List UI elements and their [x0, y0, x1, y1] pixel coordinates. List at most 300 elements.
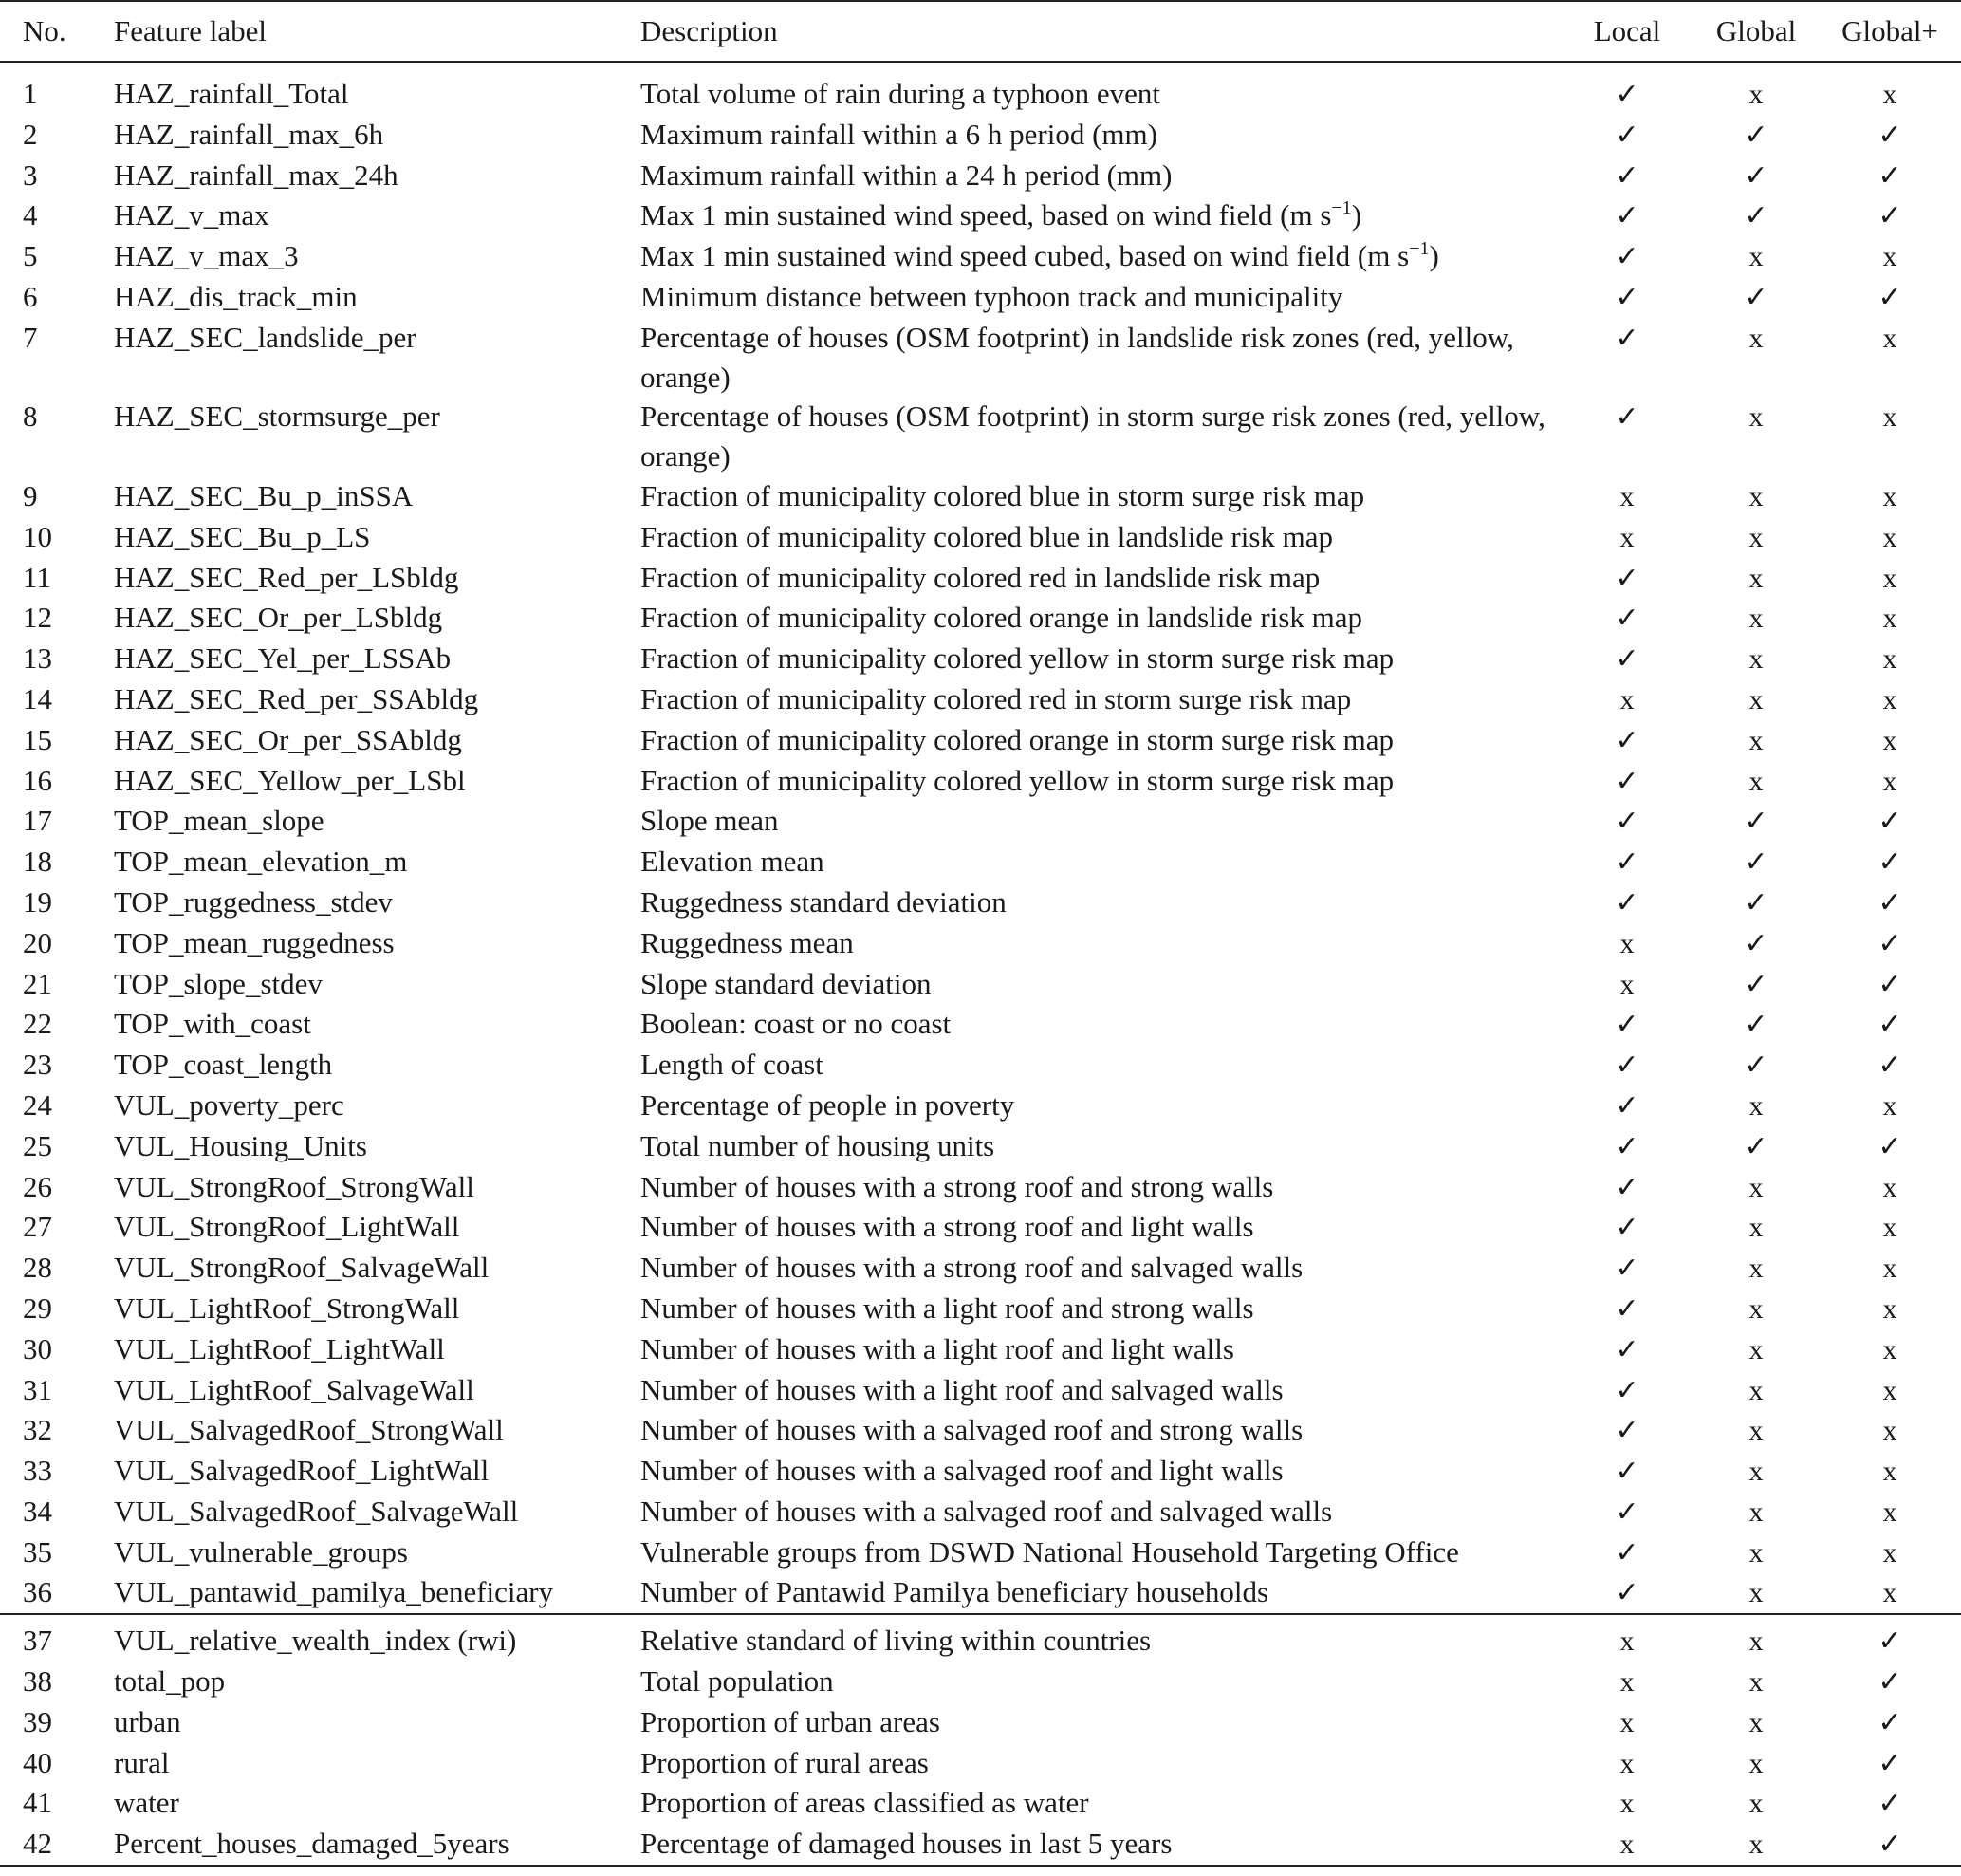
feature-label-cell: TOP_coast_length	[114, 1048, 333, 1082]
check-mark-icon	[1561, 1289, 1693, 1329]
x-mark-icon	[1561, 517, 1693, 558]
row-number: 12	[23, 601, 52, 635]
x-mark-icon	[1819, 558, 1961, 599]
description-text: Fraction of municipality colored orange in storm surge risk map	[640, 722, 1395, 756]
check-mark-icon	[1819, 1045, 1961, 1086]
row-number: 20	[23, 925, 52, 959]
global-plus-mark: ✓	[1878, 1705, 1902, 1739]
global-mark: x	[1748, 79, 1764, 110]
check-mark-icon	[1693, 156, 1819, 196]
check-mark-icon	[1561, 156, 1693, 196]
description-cell	[640, 1329, 1561, 1370]
local-mark: ✓	[1615, 78, 1639, 111]
x-mark-icon	[1561, 964, 1693, 1005]
global-plus-mark: x	[1882, 1212, 1897, 1244]
table-row	[0, 1451, 1961, 1492]
description-cell	[640, 156, 1561, 196]
global-mark: x	[1748, 683, 1764, 715]
row-number: 16	[23, 763, 52, 797]
description-cell	[640, 761, 1561, 802]
description-text: Fraction of municipality colored yellow in storm surge risk map	[640, 641, 1395, 676]
check-mark-icon	[1819, 1614, 1961, 1662]
feature-label-cell: HAZ_SEC_Or_per_SSAbldg	[114, 722, 462, 756]
check-mark-icon	[1819, 923, 1961, 964]
x-mark-icon	[1819, 1289, 1961, 1329]
global-mark: x	[1748, 1212, 1764, 1244]
table-row	[0, 842, 1961, 882]
table-row	[0, 1492, 1961, 1532]
local-mark: x	[1619, 927, 1635, 959]
x-mark-icon	[1693, 62, 1819, 115]
global-mark: ✓	[1744, 885, 1768, 919]
global-mark: ✓	[1744, 1129, 1768, 1163]
x-mark-icon	[1819, 1492, 1961, 1532]
global-mark: x	[1748, 1829, 1764, 1861]
unit-exponent: −1	[1409, 238, 1430, 260]
local-mark: x	[1619, 521, 1635, 553]
check-mark-icon	[1561, 1045, 1693, 1086]
table-row	[0, 801, 1961, 842]
row-number: 17	[23, 804, 52, 838]
description-cell	[640, 598, 1561, 639]
check-mark-icon	[1819, 1783, 1961, 1824]
global-plus-mark: x	[1882, 241, 1897, 273]
local-mark: ✓	[1615, 1576, 1639, 1610]
table-row	[0, 1614, 1961, 1662]
x-mark-icon	[1819, 1248, 1961, 1289]
global-mark: x	[1748, 1456, 1764, 1488]
description-text: Total population	[640, 1664, 834, 1699]
global-mark: ✓	[1744, 845, 1768, 880]
global-mark: x	[1748, 1253, 1764, 1285]
feature-label-cell: VUL_SalvagedRoof_SalvageWall	[114, 1494, 519, 1528]
global-plus-mark: ✓	[1878, 1049, 1902, 1083]
global-mark: x	[1748, 1333, 1764, 1365]
x-mark-icon	[1693, 720, 1819, 761]
row-number: 34	[23, 1494, 52, 1528]
global-mark: x	[1748, 480, 1764, 512]
x-mark-icon	[1693, 598, 1819, 639]
description-text: Total number of housing units	[640, 1128, 995, 1162]
description-cell	[640, 1370, 1561, 1411]
row-number: 5	[23, 239, 38, 273]
global-plus-mark: x	[1882, 521, 1897, 553]
description-cell	[640, 1207, 1561, 1248]
description-cell	[640, 277, 1561, 318]
row-number: 6	[23, 279, 38, 313]
feature-label-cell: VUL_pantawid_pamilya_beneficiary	[114, 1575, 554, 1609]
description-text: Number of houses with a light roof and strong walls	[640, 1291, 1254, 1325]
description-text: Fraction of municipality colored blue in landslide risk map	[640, 519, 1334, 553]
x-mark-icon	[1693, 1702, 1819, 1743]
table-row	[0, 1743, 1961, 1784]
x-mark-icon	[1693, 1743, 1819, 1784]
description-text: Fraction of municipality colored orange in landslide risk map	[640, 601, 1363, 635]
global-plus-mark: ✓	[1878, 845, 1902, 880]
global-mark: x	[1748, 1415, 1764, 1447]
x-mark-icon	[1819, 476, 1961, 517]
x-mark-icon	[1693, 1329, 1819, 1370]
header-description: Description	[640, 1, 1561, 62]
x-mark-icon	[1819, 1572, 1961, 1614]
check-mark-icon	[1819, 1004, 1961, 1045]
global-plus-mark: x	[1882, 1333, 1897, 1365]
table-row	[0, 1702, 1961, 1743]
row-number: 21	[23, 966, 52, 1000]
check-mark-icon	[1819, 1743, 1961, 1784]
feature-label-cell: HAZ_SEC_stormsurge_per	[114, 399, 440, 434]
check-mark-icon	[1561, 236, 1693, 277]
x-mark-icon	[1819, 236, 1961, 277]
header-no: No.	[0, 1, 114, 62]
x-mark-icon	[1561, 679, 1693, 720]
feature-label-cell: urban	[114, 1704, 181, 1738]
description-text: Length of coast	[640, 1048, 823, 1082]
description-cell	[640, 1004, 1561, 1045]
x-mark-icon	[1819, 720, 1961, 761]
global-mark: ✓	[1744, 118, 1768, 152]
local-mark: ✓	[1615, 1170, 1639, 1204]
table-row	[0, 1783, 1961, 1824]
description-cell	[640, 1662, 1561, 1702]
global-plus-mark: x	[1882, 1415, 1897, 1447]
check-mark-icon	[1561, 195, 1693, 236]
global-plus-mark: ✓	[1878, 118, 1902, 152]
global-mark: x	[1748, 1577, 1764, 1609]
check-mark-icon	[1561, 1126, 1693, 1167]
check-mark-icon	[1561, 1004, 1693, 1045]
description-cell	[640, 1572, 1561, 1614]
check-mark-icon	[1561, 842, 1693, 882]
global-plus-mark: x	[1882, 1171, 1897, 1203]
description-text: Relative standard of living within countries	[640, 1624, 1152, 1658]
description-cell	[640, 1410, 1561, 1451]
row-number: 11	[23, 560, 51, 594]
row-number: 31	[23, 1372, 52, 1406]
check-mark-icon	[1819, 882, 1961, 923]
x-mark-icon	[1693, 1662, 1819, 1702]
x-mark-icon	[1819, 1329, 1961, 1370]
check-mark-icon	[1561, 1492, 1693, 1532]
x-mark-icon	[1561, 1702, 1693, 1743]
description-cell	[640, 1248, 1561, 1289]
header-feature-label: Feature label	[114, 1, 640, 62]
table-row	[0, 476, 1961, 517]
feature-label-cell: VUL_SalvagedRoof_LightWall	[114, 1454, 490, 1488]
x-mark-icon	[1561, 923, 1693, 964]
check-mark-icon	[1819, 277, 1961, 318]
check-mark-icon	[1561, 1370, 1693, 1411]
local-mark: ✓	[1615, 118, 1639, 152]
description-text: Number of houses with a strong roof and strong walls	[640, 1169, 1274, 1203]
global-mark: x	[1748, 1625, 1764, 1658]
description-cell	[640, 1824, 1561, 1866]
check-mark-icon	[1693, 1045, 1819, 1086]
feature-label-cell: HAZ_v_max_3	[114, 239, 299, 273]
global-plus-mark: x	[1882, 79, 1897, 110]
global-plus-mark: x	[1882, 643, 1897, 676]
check-mark-icon	[1819, 1662, 1961, 1702]
local-mark: ✓	[1615, 1373, 1639, 1407]
description-text: Max 1 min sustained wind speed, based on wind field (m s	[640, 198, 1332, 232]
global-mark: ✓	[1744, 1008, 1768, 1042]
description-cell	[640, 679, 1561, 720]
global-mark: x	[1748, 562, 1764, 594]
table-row	[0, 882, 1961, 923]
description-cell	[640, 397, 1561, 476]
description-text: Maximum rainfall within a 6 h period (mm)	[640, 117, 1157, 151]
global-mark: x	[1748, 765, 1764, 797]
local-mark: ✓	[1615, 1495, 1639, 1529]
check-mark-icon	[1561, 1532, 1693, 1573]
local-mark: ✓	[1615, 1291, 1639, 1326]
global-mark: ✓	[1744, 1049, 1768, 1083]
table-row	[0, 318, 1961, 398]
feature-label-cell: VUL_relative_wealth_index (rwi)	[114, 1614, 640, 1662]
check-mark-icon	[1819, 115, 1961, 156]
local-mark: ✓	[1615, 240, 1639, 274]
x-mark-icon	[1819, 517, 1961, 558]
global-plus-mark: ✓	[1878, 926, 1902, 960]
global-plus-mark: x	[1882, 322, 1897, 354]
description-cell	[640, 842, 1561, 882]
global-mark: x	[1748, 643, 1764, 676]
table-row	[0, 720, 1961, 761]
check-mark-icon	[1561, 761, 1693, 802]
table-row	[0, 195, 1961, 236]
description-cell	[640, 195, 1561, 236]
x-mark-icon	[1693, 761, 1819, 802]
check-mark-icon	[1561, 801, 1693, 842]
x-mark-icon	[1693, 1207, 1819, 1248]
table-row	[0, 1207, 1961, 1248]
feature-label-cell: HAZ_SEC_Red_per_SSAbldg	[114, 681, 479, 715]
x-mark-icon	[1819, 639, 1961, 679]
x-mark-icon	[1693, 1289, 1819, 1329]
global-plus-mark: ✓	[1878, 1129, 1902, 1163]
local-mark: x	[1619, 683, 1635, 715]
table-row	[0, 558, 1961, 599]
x-mark-icon	[1693, 1167, 1819, 1208]
description-text: Number of houses with a salvaged roof and strong walls	[640, 1413, 1304, 1447]
x-mark-icon	[1819, 1167, 1961, 1208]
global-mark: ✓	[1744, 926, 1768, 960]
check-mark-icon	[1819, 1702, 1961, 1743]
x-mark-icon	[1693, 1492, 1819, 1532]
header-local: Local	[1561, 1, 1693, 62]
check-mark-icon	[1819, 156, 1961, 196]
table-row	[0, 1662, 1961, 1702]
local-mark: ✓	[1615, 885, 1639, 919]
row-number: 22	[23, 1007, 52, 1041]
local-mark: ✓	[1615, 321, 1639, 355]
row-number: 1	[23, 77, 38, 110]
x-mark-icon	[1693, 1783, 1819, 1824]
x-mark-icon	[1693, 318, 1819, 398]
feature-label-cell: HAZ_SEC_Bu_p_inSSA	[114, 478, 414, 512]
x-mark-icon	[1693, 1532, 1819, 1573]
description-cell	[640, 720, 1561, 761]
check-mark-icon	[1693, 964, 1819, 1005]
table-row	[0, 679, 1961, 720]
local-mark: ✓	[1615, 845, 1639, 880]
check-mark-icon	[1561, 397, 1693, 476]
description-text: Number of houses with a strong roof and salvaged walls	[640, 1251, 1304, 1285]
x-mark-icon	[1693, 1370, 1819, 1411]
global-plus-mark: ✓	[1878, 1828, 1902, 1862]
global-plus-mark: ✓	[1878, 199, 1902, 233]
x-mark-icon	[1693, 517, 1819, 558]
global-mark: x	[1748, 1747, 1764, 1779]
x-mark-icon	[1819, 397, 1961, 476]
row-number: 10	[23, 519, 52, 553]
description-text: Percentage of damaged houses in last 5 years	[640, 1827, 1173, 1861]
check-mark-icon	[1819, 842, 1961, 882]
global-plus-mark: ✓	[1878, 158, 1902, 193]
check-mark-icon	[1693, 1126, 1819, 1167]
table-row	[0, 156, 1961, 196]
feature-label-cell: HAZ_dis_track_min	[114, 279, 358, 313]
global-plus-mark: ✓	[1878, 805, 1902, 839]
table-row	[0, 1248, 1961, 1289]
feature-label-cell: VUL_StrongRoof_SalvageWall	[114, 1251, 490, 1285]
description-text: Fraction of municipality colored red in landslide risk map	[640, 560, 1321, 594]
x-mark-icon	[1693, 1614, 1819, 1662]
row-number: 4	[23, 198, 38, 232]
global-plus-mark: x	[1882, 603, 1897, 635]
feature-label-cell: HAZ_SEC_Red_per_LSbldg	[114, 560, 459, 594]
row-number: 33	[23, 1454, 52, 1488]
global-mark: x	[1748, 603, 1764, 635]
description-text: Elevation mean	[640, 845, 824, 879]
description-text: Proportion of rural areas	[640, 1745, 929, 1779]
check-mark-icon	[1561, 1572, 1693, 1614]
x-mark-icon	[1561, 1783, 1693, 1824]
x-mark-icon	[1693, 679, 1819, 720]
check-mark-icon	[1561, 318, 1693, 398]
row-number: 36	[23, 1575, 52, 1609]
description-text: Number of houses with a strong roof and light walls	[640, 1210, 1254, 1244]
feature-label-cell: water	[114, 1786, 179, 1820]
global-plus-mark: ✓	[1878, 280, 1902, 314]
feature-label-cell: HAZ_SEC_Bu_p_LS	[114, 519, 371, 553]
description-cell	[640, 476, 1561, 517]
feature-label-cell: HAZ_SEC_Yel_per_LSSAb	[114, 641, 452, 676]
table-row	[0, 1532, 1961, 1573]
x-mark-icon	[1693, 1451, 1819, 1492]
feature-label-cell: HAZ_SEC_Or_per_LSbldg	[114, 601, 443, 635]
feature-label-cell: HAZ_rainfall_max_24h	[114, 158, 398, 192]
local-mark: x	[1619, 1829, 1635, 1861]
feature-label-cell: VUL_StrongRoof_StrongWall	[114, 1169, 474, 1203]
table-row	[0, 639, 1961, 679]
description-text: Vulnerable groups from DSWD National Household Targeting Office	[640, 1534, 1459, 1569]
description-text: Ruggedness mean	[640, 925, 854, 959]
x-mark-icon	[1693, 1824, 1819, 1866]
local-mark: ✓	[1615, 199, 1639, 233]
check-mark-icon	[1819, 801, 1961, 842]
description-text: Number of houses with a salvaged roof and salvaged walls	[640, 1494, 1333, 1528]
description-text: Number of Pantawid Pamilya beneficiary households	[640, 1575, 1269, 1609]
description-cell	[640, 1167, 1561, 1208]
table-footer-rule	[0, 1866, 1961, 1876]
feature-label-cell: TOP_ruggedness_stdev	[114, 884, 393, 919]
x-mark-icon	[1819, 1451, 1961, 1492]
check-mark-icon	[1693, 923, 1819, 964]
local-mark: x	[1619, 1788, 1635, 1820]
x-mark-icon	[1819, 1532, 1961, 1573]
x-mark-icon	[1693, 1410, 1819, 1451]
description-text: Number of houses with a salvaged roof and light walls	[640, 1454, 1284, 1488]
table-row	[0, 1004, 1961, 1045]
global-plus-mark: ✓	[1878, 885, 1902, 919]
feature-label-cell: HAZ_SEC_landslide_per	[114, 320, 416, 354]
row-number: 7	[23, 320, 38, 354]
row-number: 28	[23, 1251, 52, 1285]
feature-label-cell: VUL_LightRoof_StrongWall	[114, 1291, 460, 1325]
global-mark: x	[1748, 1495, 1764, 1528]
row-number: 32	[23, 1413, 52, 1447]
global-mark: x	[1748, 1706, 1764, 1738]
local-mark: ✓	[1615, 1088, 1639, 1123]
local-mark: ✓	[1615, 1008, 1639, 1042]
table-row	[0, 1824, 1961, 1866]
description-cell	[640, 1289, 1561, 1329]
row-number: 30	[23, 1331, 52, 1365]
feature-label-cell: total_pop	[114, 1664, 226, 1699]
row-number: 39	[23, 1704, 52, 1738]
global-mark: x	[1748, 724, 1764, 756]
local-mark: ✓	[1615, 723, 1639, 757]
check-mark-icon	[1561, 1248, 1693, 1289]
check-mark-icon	[1693, 882, 1819, 923]
table-row	[0, 1329, 1961, 1370]
global-plus-mark: x	[1882, 1253, 1897, 1285]
table-row	[0, 277, 1961, 318]
description-text: Max 1 min sustained wind speed cubed, based on wind field (m s	[640, 239, 1410, 273]
check-mark-icon	[1561, 1207, 1693, 1248]
global-mark: ✓	[1744, 280, 1768, 314]
x-mark-icon	[1693, 558, 1819, 599]
row-number: 40	[23, 1745, 52, 1779]
table-row	[0, 62, 1961, 115]
table-row	[0, 1126, 1961, 1167]
description-text: Fraction of municipality colored red in storm surge risk map	[640, 681, 1352, 715]
table-row	[0, 1572, 1961, 1614]
global-mark: x	[1748, 1374, 1764, 1406]
x-mark-icon	[1561, 1662, 1693, 1702]
local-mark: ✓	[1615, 158, 1639, 193]
check-mark-icon	[1561, 1451, 1693, 1492]
check-mark-icon	[1561, 277, 1693, 318]
check-mark-icon	[1561, 558, 1693, 599]
local-mark: ✓	[1615, 1129, 1639, 1163]
local-mark: ✓	[1615, 1252, 1639, 1286]
description-cell	[640, 1743, 1561, 1784]
local-mark: ✓	[1615, 1414, 1639, 1448]
x-mark-icon	[1693, 1572, 1819, 1614]
x-mark-icon	[1819, 679, 1961, 720]
global-mark: x	[1748, 1788, 1764, 1820]
global-plus-mark: x	[1882, 1089, 1897, 1122]
check-mark-icon	[1561, 115, 1693, 156]
global-plus-mark: x	[1882, 562, 1897, 594]
global-mark: x	[1748, 521, 1764, 553]
feature-label-cell: VUL_vulnerable_groups	[114, 1534, 408, 1569]
description-text: Ruggedness standard deviation	[640, 884, 1007, 919]
global-mark: x	[1748, 241, 1764, 273]
check-mark-icon	[1693, 801, 1819, 842]
